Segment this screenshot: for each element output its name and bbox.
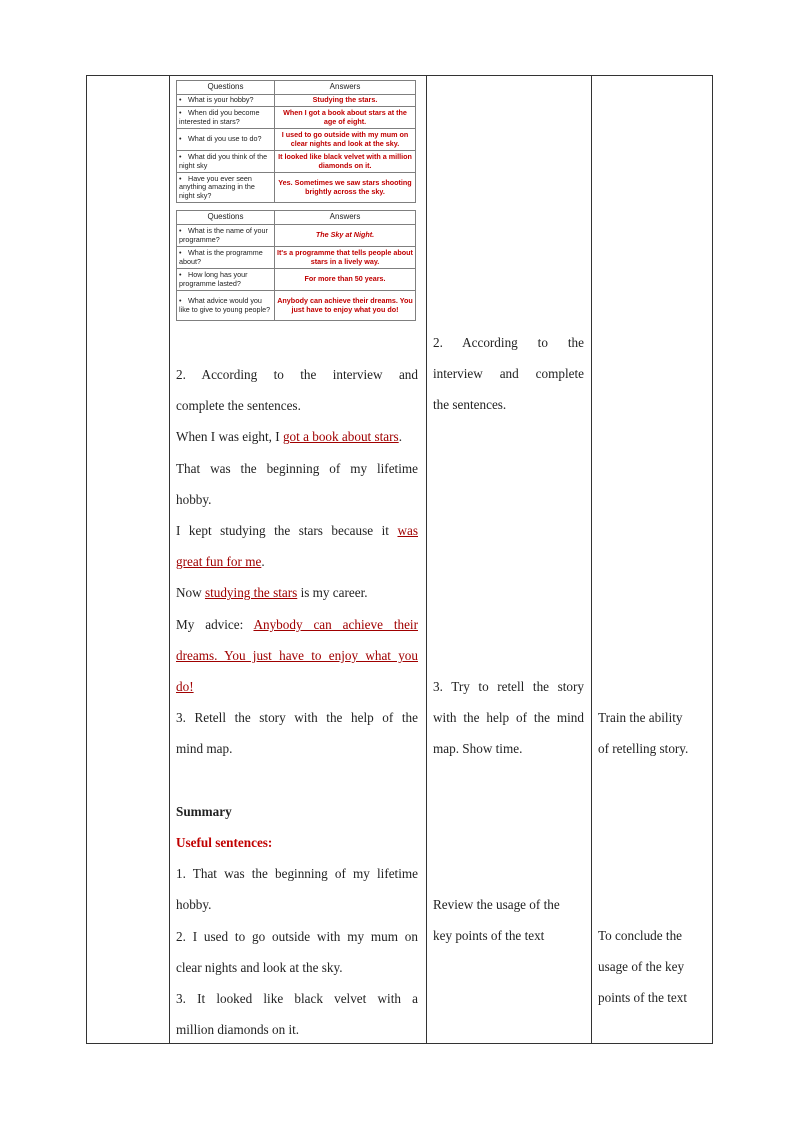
questions-header: Questions: [177, 81, 275, 95]
student-activity-text: [176, 359, 418, 1045]
answer-blank: dreams. You just have to enjoy what you: [176, 647, 418, 663]
interview-table-2: [176, 210, 416, 321]
sentence-1-end: hobby.: [176, 491, 212, 507]
purpose-text-2: To conclude the usage of the key points of the text: [598, 928, 688, 1006]
question-text: What di you use to do?: [188, 134, 262, 144]
student-activity-cell: [170, 76, 427, 1044]
table-row: • What di you use to do? I used to go outside with my mum on clear nights and look at the sky.: [177, 129, 416, 151]
answer-blank: studying the stars: [204, 585, 298, 601]
answer-blank: Anybody can achieve their: [253, 616, 418, 632]
task3-heading-cont: mind map.: [176, 741, 233, 757]
sentence-4-end: [176, 671, 418, 702]
answer-text: It's a programme that tells people about stars in a lively way.: [275, 247, 416, 269]
table-row: • What did you think of the night sky It looked like black velvet with a million diamonds on it.: [177, 151, 416, 173]
answers-header: Answers: [275, 81, 416, 95]
useful-sentences-heading: Useful sentences:: [176, 835, 273, 851]
interview-table-1: [176, 80, 416, 203]
teacher-activity-text-2: 3. Try to retell the story with the help of the mind map. Show time.: [433, 679, 584, 757]
blank-column-cell: [87, 76, 170, 1044]
useful-sentence-2-cont: clear nights and look at the sky.: [176, 959, 343, 975]
sentence-1-cont: That was the beginning of my lifetime: [176, 460, 418, 476]
spacer-line: [176, 765, 418, 796]
answer-blank: got a book about stars: [282, 429, 399, 445]
lesson-plan-table: [86, 75, 713, 1044]
purpose-text-1: Train the ability of retelling story.: [598, 710, 689, 757]
table-row: • Have you ever seen anything amazing in the night sky? Yes. Sometimes we saw stars shooting brightly across the sky.: [177, 173, 416, 203]
task2-heading: 2. According to the interview and: [176, 367, 418, 382]
useful-sentence-1-cont: hobby.: [176, 897, 212, 913]
question-text: What advice would you like to give to young people?: [179, 295, 271, 314]
teacher-activity-text-1: 2. According to the interview and complete the sentences.: [433, 335, 584, 413]
question-text: When did you become interested in stars?: [179, 107, 260, 126]
useful-sentence-3-cont: million diamonds on it.: [176, 1022, 300, 1038]
sentence-3: Now studying the stars is my career.: [176, 585, 368, 601]
answer-blank: was: [397, 523, 418, 539]
sentence-4: My advice: Anybody can achieve their: [176, 616, 418, 632]
answer-blank: do!: [176, 679, 194, 695]
table-row: • What advice would you like to give to young people? Anybody can achieve their dreams. You just have to enjoy what you do!: [177, 291, 416, 321]
table-row: • What is the programme about? It's a programme that tells people about stars in a lively way.: [177, 247, 416, 269]
summary-heading: Summary: [176, 803, 232, 819]
task3-heading: 3. Retell the story with the help of the: [176, 710, 418, 726]
table-header-row: [177, 81, 416, 95]
table-row: • How long has your programme lasted? For more than 50 years.: [177, 269, 416, 291]
useful-sentence-3: 3. It looked like black velvet with a: [176, 991, 418, 1007]
question-text: What is the programme about?: [179, 247, 263, 266]
sentence-1: When I was eight, I got a book about stars.: [176, 429, 402, 445]
table-row: • What is the name of your programme? The Sky at Night.: [177, 225, 416, 247]
answer-text: It looked like black velvet with a million diamonds on it.: [275, 151, 416, 173]
table-row: • When did you become interested in stars? When I got a book about stars at the age of eight.: [177, 107, 416, 129]
teacher-activity-text-3: Review the usage of the key points of the text: [433, 897, 560, 944]
sentence-4-cont: [176, 640, 418, 671]
answer-blank: great fun for me: [176, 554, 262, 570]
answer-text: When I got a book about stars at the age of eight.: [275, 107, 416, 129]
answer-text: The Sky at Night.: [275, 225, 416, 247]
sentence-2-cont: great fun for me.: [176, 554, 265, 570]
answers-header: Answers: [275, 211, 416, 225]
answer-text: For more than 50 years.: [275, 269, 416, 291]
answer-text: Studying the stars.: [275, 95, 416, 107]
answer-text: Anybody can achieve their dreams. You just have to enjoy what you do!: [275, 291, 416, 321]
answer-text: I used to go outside with my mum on clear nights and look at the sky.: [275, 129, 416, 151]
question-text: Have you ever seen anything amazing in the night sky?: [179, 173, 255, 200]
question-text: What is the name of your programme?: [179, 225, 268, 244]
question-text: How long has your programme lasted?: [179, 269, 248, 288]
teacher-activity-cell: [427, 76, 592, 1044]
sentence-2: I kept studying the stars because it was: [176, 523, 418, 539]
answer-text: Yes. Sometimes we saw stars shooting brightly across the sky.: [275, 173, 416, 203]
question-text: What did you think of the night sky: [179, 151, 268, 170]
questions-header: Questions: [177, 211, 275, 225]
purpose-cell: [592, 76, 713, 1044]
table-header-row: [177, 211, 416, 225]
question-text: What is your hobby?: [188, 95, 254, 105]
useful-sentence-2: 2. I used to go outside with my mum on: [176, 928, 418, 944]
useful-sentence-1: 1. That was the beginning of my lifetime: [176, 866, 418, 882]
task2-heading-cont: complete the sentences.: [176, 398, 301, 414]
table-row: • What is your hobby? Studying the stars.: [177, 95, 416, 107]
